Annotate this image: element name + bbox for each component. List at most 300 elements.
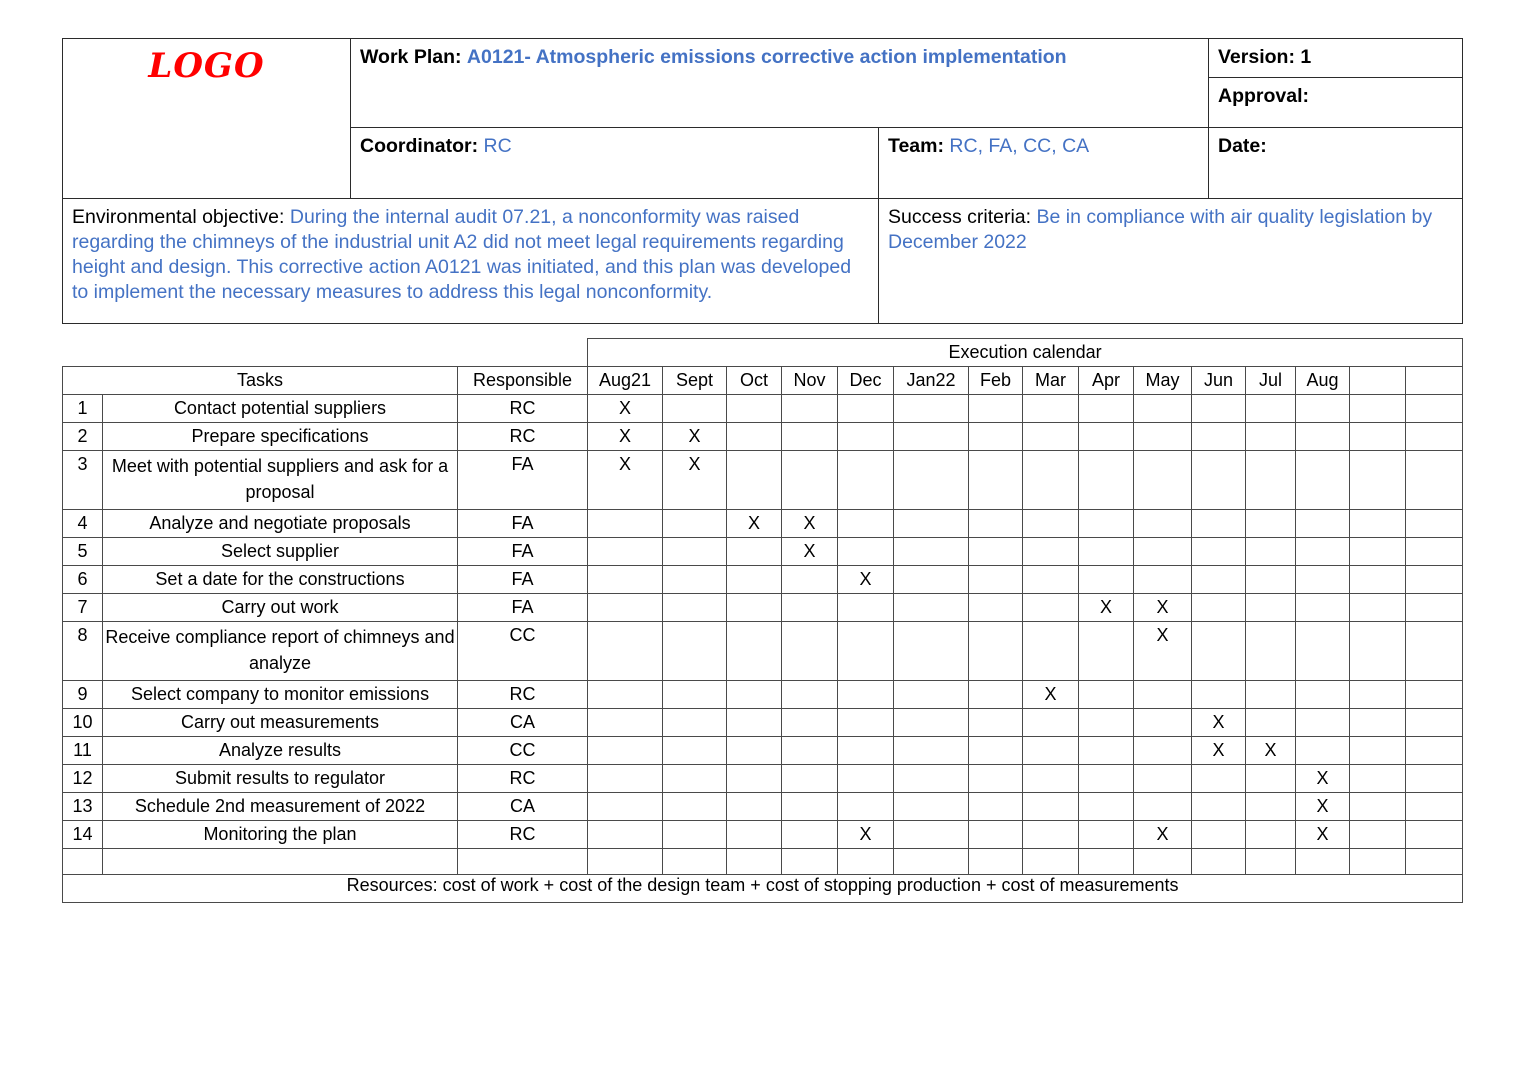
task-month-empty[interactable]: [1134, 566, 1192, 594]
task-month-empty[interactable]: [969, 821, 1023, 849]
task-month-empty[interactable]: [588, 622, 663, 681]
blank-month-cell: [727, 849, 782, 875]
task-month-mark[interactable]: X: [1134, 594, 1192, 622]
task-month-empty[interactable]: [1350, 681, 1406, 709]
task-month-empty[interactable]: [838, 423, 894, 451]
task-month-empty[interactable]: [782, 793, 838, 821]
task-month-empty[interactable]: [588, 538, 663, 566]
month-column-header-jan22: Jan22: [894, 367, 969, 395]
blank-number-cell: [63, 849, 103, 875]
month-column-header-aug21: Aug21: [588, 367, 663, 395]
task-month-empty[interactable]: [1079, 451, 1134, 510]
blank-month-cell: [1079, 849, 1134, 875]
task-month-empty[interactable]: [588, 737, 663, 765]
task-month-empty[interactable]: [1192, 765, 1246, 793]
task-month-empty[interactable]: [1406, 709, 1463, 737]
task-month-empty[interactable]: [1192, 566, 1246, 594]
task-month-empty[interactable]: [1350, 765, 1406, 793]
task-month-empty[interactable]: [1134, 681, 1192, 709]
task-month-empty[interactable]: [782, 451, 838, 510]
task-month-empty[interactable]: [782, 765, 838, 793]
task-month-empty[interactable]: [894, 423, 969, 451]
task-month-empty[interactable]: [1406, 566, 1463, 594]
team-value: RC, FA, CC, CA: [949, 135, 1090, 157]
task-month-empty[interactable]: [1406, 451, 1463, 510]
task-number: 7: [63, 594, 103, 622]
task-month-empty[interactable]: [727, 566, 782, 594]
task-responsible: CC: [458, 737, 588, 765]
task-month-mark[interactable]: X: [1192, 709, 1246, 737]
blank-month-cell: [1246, 849, 1296, 875]
task-month-empty[interactable]: [838, 395, 894, 423]
task-month-empty[interactable]: [1192, 538, 1246, 566]
task-month-empty[interactable]: [1350, 737, 1406, 765]
task-month-empty[interactable]: [1296, 709, 1350, 737]
task-month-mark[interactable]: X: [1023, 681, 1079, 709]
task-month-mark[interactable]: X: [1296, 765, 1350, 793]
task-number: 3: [63, 451, 103, 510]
execution-calendar-title: Execution calendar: [588, 339, 1463, 367]
blank-month-cell: [588, 849, 663, 875]
month-column-header-nov: Nov: [782, 367, 838, 395]
task-month-mark[interactable]: X: [1296, 793, 1350, 821]
task-month-mark[interactable]: X: [588, 395, 663, 423]
task-month-empty[interactable]: [894, 622, 969, 681]
task-month-empty[interactable]: [1246, 681, 1296, 709]
task-month-empty[interactable]: [1079, 737, 1134, 765]
task-month-empty[interactable]: [1079, 709, 1134, 737]
task-month-empty[interactable]: [727, 737, 782, 765]
task-month-empty[interactable]: [1134, 709, 1192, 737]
task-month-empty[interactable]: [969, 510, 1023, 538]
task-month-empty[interactable]: [1246, 765, 1296, 793]
task-month-empty[interactable]: [588, 594, 663, 622]
task-month-empty[interactable]: [663, 566, 727, 594]
task-month-empty[interactable]: [1406, 821, 1463, 849]
task-month-mark[interactable]: X: [1246, 737, 1296, 765]
month-column-header-oct: Oct: [727, 367, 782, 395]
version-value: 1: [1300, 46, 1312, 68]
task-month-empty[interactable]: [1350, 423, 1406, 451]
task-month-empty[interactable]: [1192, 821, 1246, 849]
blank-month-cell: [1296, 849, 1350, 875]
task-month-empty[interactable]: [663, 594, 727, 622]
version-label: Version:: [1218, 46, 1295, 68]
task-responsible: CA: [458, 709, 588, 737]
company-logo: LOGO: [148, 46, 265, 86]
task-month-empty[interactable]: [838, 538, 894, 566]
task-month-empty[interactable]: [1079, 765, 1134, 793]
task-month-empty[interactable]: [588, 681, 663, 709]
blank-month-cell: [1406, 849, 1463, 875]
task-number: 1: [63, 395, 103, 423]
task-month-empty[interactable]: [1350, 510, 1406, 538]
success-criteria-cell: [879, 199, 1463, 324]
task-month-empty[interactable]: [1023, 793, 1079, 821]
blank-month-cell: [1023, 849, 1079, 875]
task-responsible: FA: [458, 538, 588, 566]
task-month-empty[interactable]: [782, 821, 838, 849]
task-month-empty[interactable]: [663, 765, 727, 793]
task-month-empty[interactable]: [1192, 510, 1246, 538]
task-month-empty[interactable]: [969, 709, 1023, 737]
task-month-empty[interactable]: [969, 451, 1023, 510]
task-description: Meet with potential suppliers and ask for a proposal: [103, 451, 458, 510]
task-month-empty[interactable]: [1246, 510, 1296, 538]
task-month-empty[interactable]: [969, 793, 1023, 821]
task-month-empty[interactable]: [894, 538, 969, 566]
task-month-empty[interactable]: [663, 821, 727, 849]
task-responsible: RC: [458, 395, 588, 423]
task-month-empty[interactable]: [894, 594, 969, 622]
date-cell: [1209, 128, 1463, 199]
task-month-empty[interactable]: [1350, 594, 1406, 622]
task-month-mark[interactable]: X: [1296, 821, 1350, 849]
task-month-empty[interactable]: [1023, 821, 1079, 849]
task-month-empty[interactable]: [1134, 423, 1192, 451]
task-month-empty[interactable]: [663, 538, 727, 566]
header-row-title: [63, 39, 1463, 128]
task-month-empty[interactable]: [969, 622, 1023, 681]
task-month-empty[interactable]: [1023, 451, 1079, 510]
blank-month-cell: [663, 849, 727, 875]
task-month-mark[interactable]: X: [1192, 737, 1246, 765]
resources-row: [63, 875, 1463, 903]
task-month-empty[interactable]: [782, 681, 838, 709]
task-month-empty[interactable]: [663, 622, 727, 681]
task-month-empty[interactable]: [588, 765, 663, 793]
team-cell: [879, 128, 1209, 199]
task-number: 13: [63, 793, 103, 821]
task-month-empty[interactable]: [1246, 594, 1296, 622]
task-month-empty[interactable]: [588, 566, 663, 594]
task-month-empty[interactable]: [1079, 423, 1134, 451]
task-month-empty[interactable]: [1079, 510, 1134, 538]
task-month-empty[interactable]: [1134, 765, 1192, 793]
task-month-mark[interactable]: X: [838, 821, 894, 849]
task-month-empty[interactable]: [1296, 566, 1350, 594]
task-month-empty[interactable]: [838, 681, 894, 709]
task-month-empty[interactable]: [727, 622, 782, 681]
task-month-empty[interactable]: [1023, 538, 1079, 566]
task-month-empty[interactable]: [1134, 793, 1192, 821]
task-description: Contact potential suppliers: [103, 395, 458, 423]
task-description: Analyze and negotiate proposals: [103, 510, 458, 538]
task-month-empty[interactable]: [782, 395, 838, 423]
blank-month-cell: [1134, 849, 1192, 875]
task-month-empty[interactable]: [782, 622, 838, 681]
task-month-empty[interactable]: [1079, 395, 1134, 423]
task-description: Submit results to regulator: [103, 765, 458, 793]
task-month-empty[interactable]: [1350, 622, 1406, 681]
task-responsible: RC: [458, 821, 588, 849]
logo-cell: [63, 39, 351, 199]
task-month-empty[interactable]: [663, 395, 727, 423]
header-row-objective: [63, 199, 1463, 324]
execution-calendar-title-row: [63, 339, 1463, 367]
task-month-empty[interactable]: [1296, 510, 1350, 538]
task-month-empty[interactable]: [588, 793, 663, 821]
task-month-empty[interactable]: [1350, 793, 1406, 821]
blank-month-cell: [969, 849, 1023, 875]
task-month-empty[interactable]: [1023, 510, 1079, 538]
task-month-empty[interactable]: [663, 510, 727, 538]
task-month-empty[interactable]: [894, 709, 969, 737]
task-month-empty[interactable]: [1296, 395, 1350, 423]
task-month-empty[interactable]: [894, 793, 969, 821]
task-month-empty[interactable]: [782, 566, 838, 594]
task-month-empty[interactable]: [838, 765, 894, 793]
task-month-empty[interactable]: [663, 681, 727, 709]
task-month-empty[interactable]: [1023, 395, 1079, 423]
month-column-header-may: May: [1134, 367, 1192, 395]
task-month-empty[interactable]: [838, 737, 894, 765]
task-row: [63, 423, 1463, 451]
task-month-mark[interactable]: X: [727, 510, 782, 538]
task-description: Select company to monitor emissions: [103, 681, 458, 709]
task-month-empty[interactable]: [894, 681, 969, 709]
task-month-mark[interactable]: X: [588, 423, 663, 451]
task-month-empty[interactable]: [838, 709, 894, 737]
task-month-empty[interactable]: [663, 737, 727, 765]
task-month-empty[interactable]: [1296, 423, 1350, 451]
task-responsible: FA: [458, 566, 588, 594]
task-month-empty[interactable]: [1296, 594, 1350, 622]
task-month-empty[interactable]: [1350, 821, 1406, 849]
task-number: 10: [63, 709, 103, 737]
task-description: Select supplier: [103, 538, 458, 566]
task-month-empty[interactable]: [1192, 451, 1246, 510]
task-month-empty[interactable]: [727, 423, 782, 451]
task-month-empty[interactable]: [969, 765, 1023, 793]
task-month-empty[interactable]: [894, 451, 969, 510]
task-month-empty[interactable]: [894, 395, 969, 423]
task-row: [63, 510, 1463, 538]
month-column-header-dec: Dec: [838, 367, 894, 395]
task-month-empty[interactable]: [1134, 737, 1192, 765]
task-month-empty[interactable]: [1406, 538, 1463, 566]
task-number: 12: [63, 765, 103, 793]
task-month-empty[interactable]: [727, 538, 782, 566]
task-month-empty[interactable]: [838, 793, 894, 821]
task-row: [63, 594, 1463, 622]
success-criteria-label: Success criteria:: [888, 206, 1032, 228]
task-month-empty[interactable]: [1406, 681, 1463, 709]
task-month-empty[interactable]: [1079, 566, 1134, 594]
task-month-empty[interactable]: [969, 423, 1023, 451]
task-month-empty[interactable]: [727, 765, 782, 793]
task-month-empty[interactable]: [1406, 793, 1463, 821]
task-month-empty[interactable]: [1406, 622, 1463, 681]
task-month-empty[interactable]: [663, 709, 727, 737]
task-month-mark[interactable]: X: [663, 451, 727, 510]
task-row: [63, 622, 1463, 681]
task-month-empty[interactable]: [1296, 451, 1350, 510]
task-month-empty[interactable]: [969, 737, 1023, 765]
task-month-empty[interactable]: [1246, 451, 1296, 510]
month-column-header-jul: Jul: [1246, 367, 1296, 395]
work-plan-value: A0121- Atmospheric emissions corrective action implementation: [466, 46, 1067, 68]
work-plan-cell: [351, 39, 1209, 128]
task-month-mark[interactable]: X: [1134, 622, 1192, 681]
coordinator-label: Coordinator:: [360, 135, 479, 157]
task-month-empty[interactable]: [838, 622, 894, 681]
task-month-empty[interactable]: [588, 709, 663, 737]
task-month-empty[interactable]: [588, 821, 663, 849]
task-row: [63, 793, 1463, 821]
task-description: Prepare specifications: [103, 423, 458, 451]
success-criteria-value: Be in compliance with air quality legislation by December 2022: [888, 206, 1433, 253]
task-month-empty[interactable]: [1350, 451, 1406, 510]
task-row: [63, 821, 1463, 849]
task-row: [63, 395, 1463, 423]
task-month-empty[interactable]: [894, 566, 969, 594]
task-month-empty[interactable]: [1246, 622, 1296, 681]
spacer-cell: [63, 339, 588, 367]
task-row: [63, 566, 1463, 594]
task-month-empty[interactable]: [1246, 709, 1296, 737]
task-month-empty[interactable]: [1246, 395, 1296, 423]
task-month-empty[interactable]: [838, 594, 894, 622]
task-month-empty[interactable]: [1246, 793, 1296, 821]
task-month-empty[interactable]: [727, 821, 782, 849]
blank-row: [63, 849, 1463, 875]
task-month-empty[interactable]: [1350, 566, 1406, 594]
task-month-empty[interactable]: [1296, 681, 1350, 709]
task-month-empty[interactable]: [1134, 451, 1192, 510]
task-month-empty[interactable]: [1246, 538, 1296, 566]
task-month-empty[interactable]: [969, 594, 1023, 622]
task-month-empty[interactable]: [838, 451, 894, 510]
task-month-empty[interactable]: [1192, 681, 1246, 709]
task-month-empty[interactable]: [1192, 423, 1246, 451]
task-month-mark[interactable]: X: [588, 451, 663, 510]
month-column-header-mar: Mar: [1023, 367, 1079, 395]
task-month-empty[interactable]: [727, 594, 782, 622]
task-month-empty[interactable]: [1023, 737, 1079, 765]
task-month-empty[interactable]: [1134, 510, 1192, 538]
task-month-empty[interactable]: [782, 423, 838, 451]
task-month-empty[interactable]: [1079, 821, 1134, 849]
task-month-empty[interactable]: [1023, 594, 1079, 622]
task-month-empty[interactable]: [894, 821, 969, 849]
task-month-empty[interactable]: [1406, 737, 1463, 765]
task-month-empty[interactable]: [969, 538, 1023, 566]
coordinator-cell: [351, 128, 879, 199]
task-month-empty[interactable]: [1079, 681, 1134, 709]
task-month-empty[interactable]: [969, 566, 1023, 594]
task-month-mark[interactable]: X: [782, 538, 838, 566]
execution-calendar-wrapper: [62, 338, 1462, 903]
task-month-empty[interactable]: [1134, 395, 1192, 423]
task-month-mark[interactable]: X: [838, 566, 894, 594]
task-number: 5: [63, 538, 103, 566]
task-month-mark[interactable]: X: [663, 423, 727, 451]
task-month-mark[interactable]: X: [1079, 594, 1134, 622]
task-month-empty[interactable]: [894, 737, 969, 765]
task-month-empty[interactable]: [727, 793, 782, 821]
task-month-empty[interactable]: [1350, 538, 1406, 566]
tasks-column-header: Tasks: [63, 367, 458, 395]
task-month-empty[interactable]: [969, 681, 1023, 709]
task-month-empty[interactable]: [1023, 765, 1079, 793]
task-month-empty[interactable]: [782, 709, 838, 737]
task-month-empty[interactable]: [1406, 765, 1463, 793]
task-row: [63, 538, 1463, 566]
task-month-empty[interactable]: [1406, 594, 1463, 622]
task-number: 4: [63, 510, 103, 538]
task-number: 2: [63, 423, 103, 451]
environmental-objective-label: Environmental objective:: [72, 206, 285, 228]
task-month-empty[interactable]: [1192, 594, 1246, 622]
coordinator-value: RC: [483, 135, 512, 157]
task-month-empty[interactable]: [1079, 793, 1134, 821]
task-month-empty[interactable]: [1134, 538, 1192, 566]
task-month-empty[interactable]: [1406, 395, 1463, 423]
task-number: 6: [63, 566, 103, 594]
task-month-empty[interactable]: [1406, 423, 1463, 451]
task-month-empty[interactable]: [663, 793, 727, 821]
task-month-empty[interactable]: [727, 681, 782, 709]
task-month-empty[interactable]: [838, 510, 894, 538]
task-responsible: RC: [458, 423, 588, 451]
task-month-empty[interactable]: [1246, 566, 1296, 594]
task-month-empty[interactable]: [782, 737, 838, 765]
task-month-empty[interactable]: [1246, 423, 1296, 451]
task-month-empty[interactable]: [782, 594, 838, 622]
task-month-mark[interactable]: X: [782, 510, 838, 538]
task-month-empty[interactable]: [1350, 395, 1406, 423]
task-month-empty[interactable]: [1192, 395, 1246, 423]
task-responsible: RC: [458, 681, 588, 709]
task-month-mark[interactable]: X: [1134, 821, 1192, 849]
task-month-empty[interactable]: [1192, 793, 1246, 821]
task-month-empty[interactable]: [727, 709, 782, 737]
calendar-header-row: [63, 367, 1463, 395]
task-responsible: FA: [458, 451, 588, 510]
task-month-empty[interactable]: [1023, 423, 1079, 451]
task-row: [63, 765, 1463, 793]
blank-month-cell: [838, 849, 894, 875]
task-month-empty[interactable]: [1192, 622, 1246, 681]
task-month-empty[interactable]: [894, 765, 969, 793]
task-month-empty[interactable]: [1246, 821, 1296, 849]
task-month-empty[interactable]: [1023, 566, 1079, 594]
task-month-empty[interactable]: [1296, 737, 1350, 765]
month-column-header-aug: Aug: [1296, 367, 1350, 395]
team-label: Team:: [888, 135, 944, 157]
task-month-empty[interactable]: [1023, 709, 1079, 737]
task-month-empty[interactable]: [588, 510, 663, 538]
task-description: Schedule 2nd measurement of 2022: [103, 793, 458, 821]
task-row: [63, 737, 1463, 765]
resources-text: Resources: cost of work + cost of the design team + cost of stopping production + cost of measurements: [63, 875, 1463, 903]
environmental-objective-cell: [63, 199, 879, 324]
task-month-empty[interactable]: [727, 451, 782, 510]
task-month-empty[interactable]: [727, 395, 782, 423]
task-month-empty[interactable]: [1023, 622, 1079, 681]
task-month-empty[interactable]: [1406, 510, 1463, 538]
task-month-empty[interactable]: [894, 510, 969, 538]
task-month-empty[interactable]: [1079, 538, 1134, 566]
task-month-empty[interactable]: [969, 395, 1023, 423]
task-month-empty[interactable]: [1296, 538, 1350, 566]
task-month-empty[interactable]: [1079, 622, 1134, 681]
task-month-empty[interactable]: [1350, 709, 1406, 737]
task-month-empty[interactable]: [1296, 622, 1350, 681]
task-description: Analyze results: [103, 737, 458, 765]
task-number: 14: [63, 821, 103, 849]
